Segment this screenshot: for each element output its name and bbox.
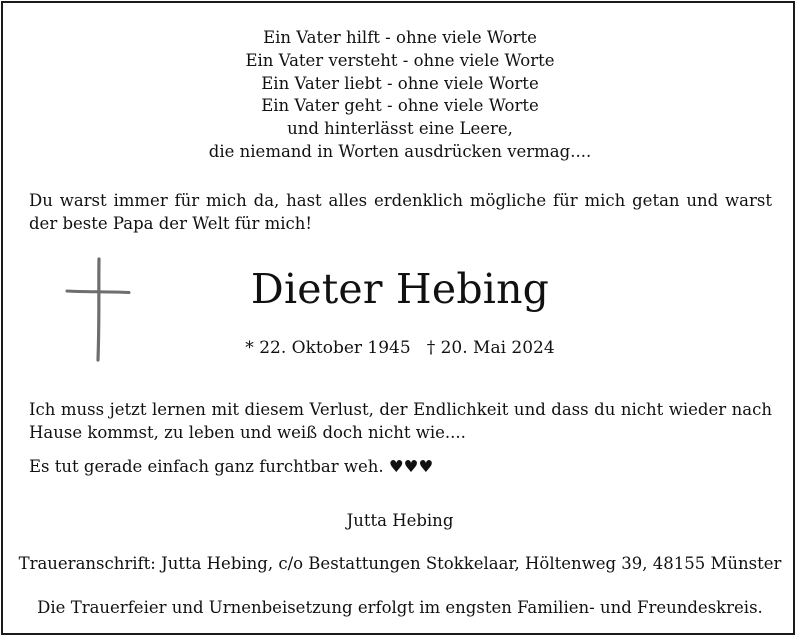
feeling-line: Es tut gerade einfach ganz furchtbar weh. ♥♥♥	[29, 457, 434, 476]
poem-line: Ein Vater versteht - ohne viele Worte	[245, 50, 555, 70]
deceased-name: Dieter Hebing	[250, 265, 550, 313]
poem-line: und hinterlässt eine Leere,	[287, 119, 513, 139]
mourning-address: Traueranschrift: Jutta Hebing, c/o Bestattungen Stokkelaar, Höltenweg 39, 48155 Münster	[18, 554, 782, 573]
birth-date: * 22. Oktober 1945	[245, 338, 411, 358]
life-dates	[0, 336, 800, 360]
ceremony-note: Die Trauerfeier und Urnenbeisetzung erfolgt im engsten Familien- und Freundeskreis.	[37, 598, 763, 617]
poem-line: Ein Vater liebt - ohne viele Worte	[261, 73, 539, 93]
intro-paragraph: Du warst immer für mich da, hast alles erdenklich mögliche für mich getan und warst der beste Papa der Welt für mich!	[29, 191, 772, 233]
signer-name: Jutta Hebing	[346, 511, 454, 530]
poem-line: Ein Vater geht - ohne viele Worte	[261, 96, 539, 116]
death-date: † 20. Mai 2024	[426, 338, 555, 358]
poem-line: die niemand in Worten ausdrücken vermag....	[208, 141, 592, 161]
poem	[0, 27, 800, 164]
poem-line: Ein Vater hilft - ohne viele Worte	[263, 28, 537, 47]
farewell-paragraph: Ich muss jetzt lernen mit diesem Verlust, der Endlichkeit und dass du nicht wieder nach Hause kommst, zu leben und weiß doch nicht wie....	[29, 400, 772, 442]
